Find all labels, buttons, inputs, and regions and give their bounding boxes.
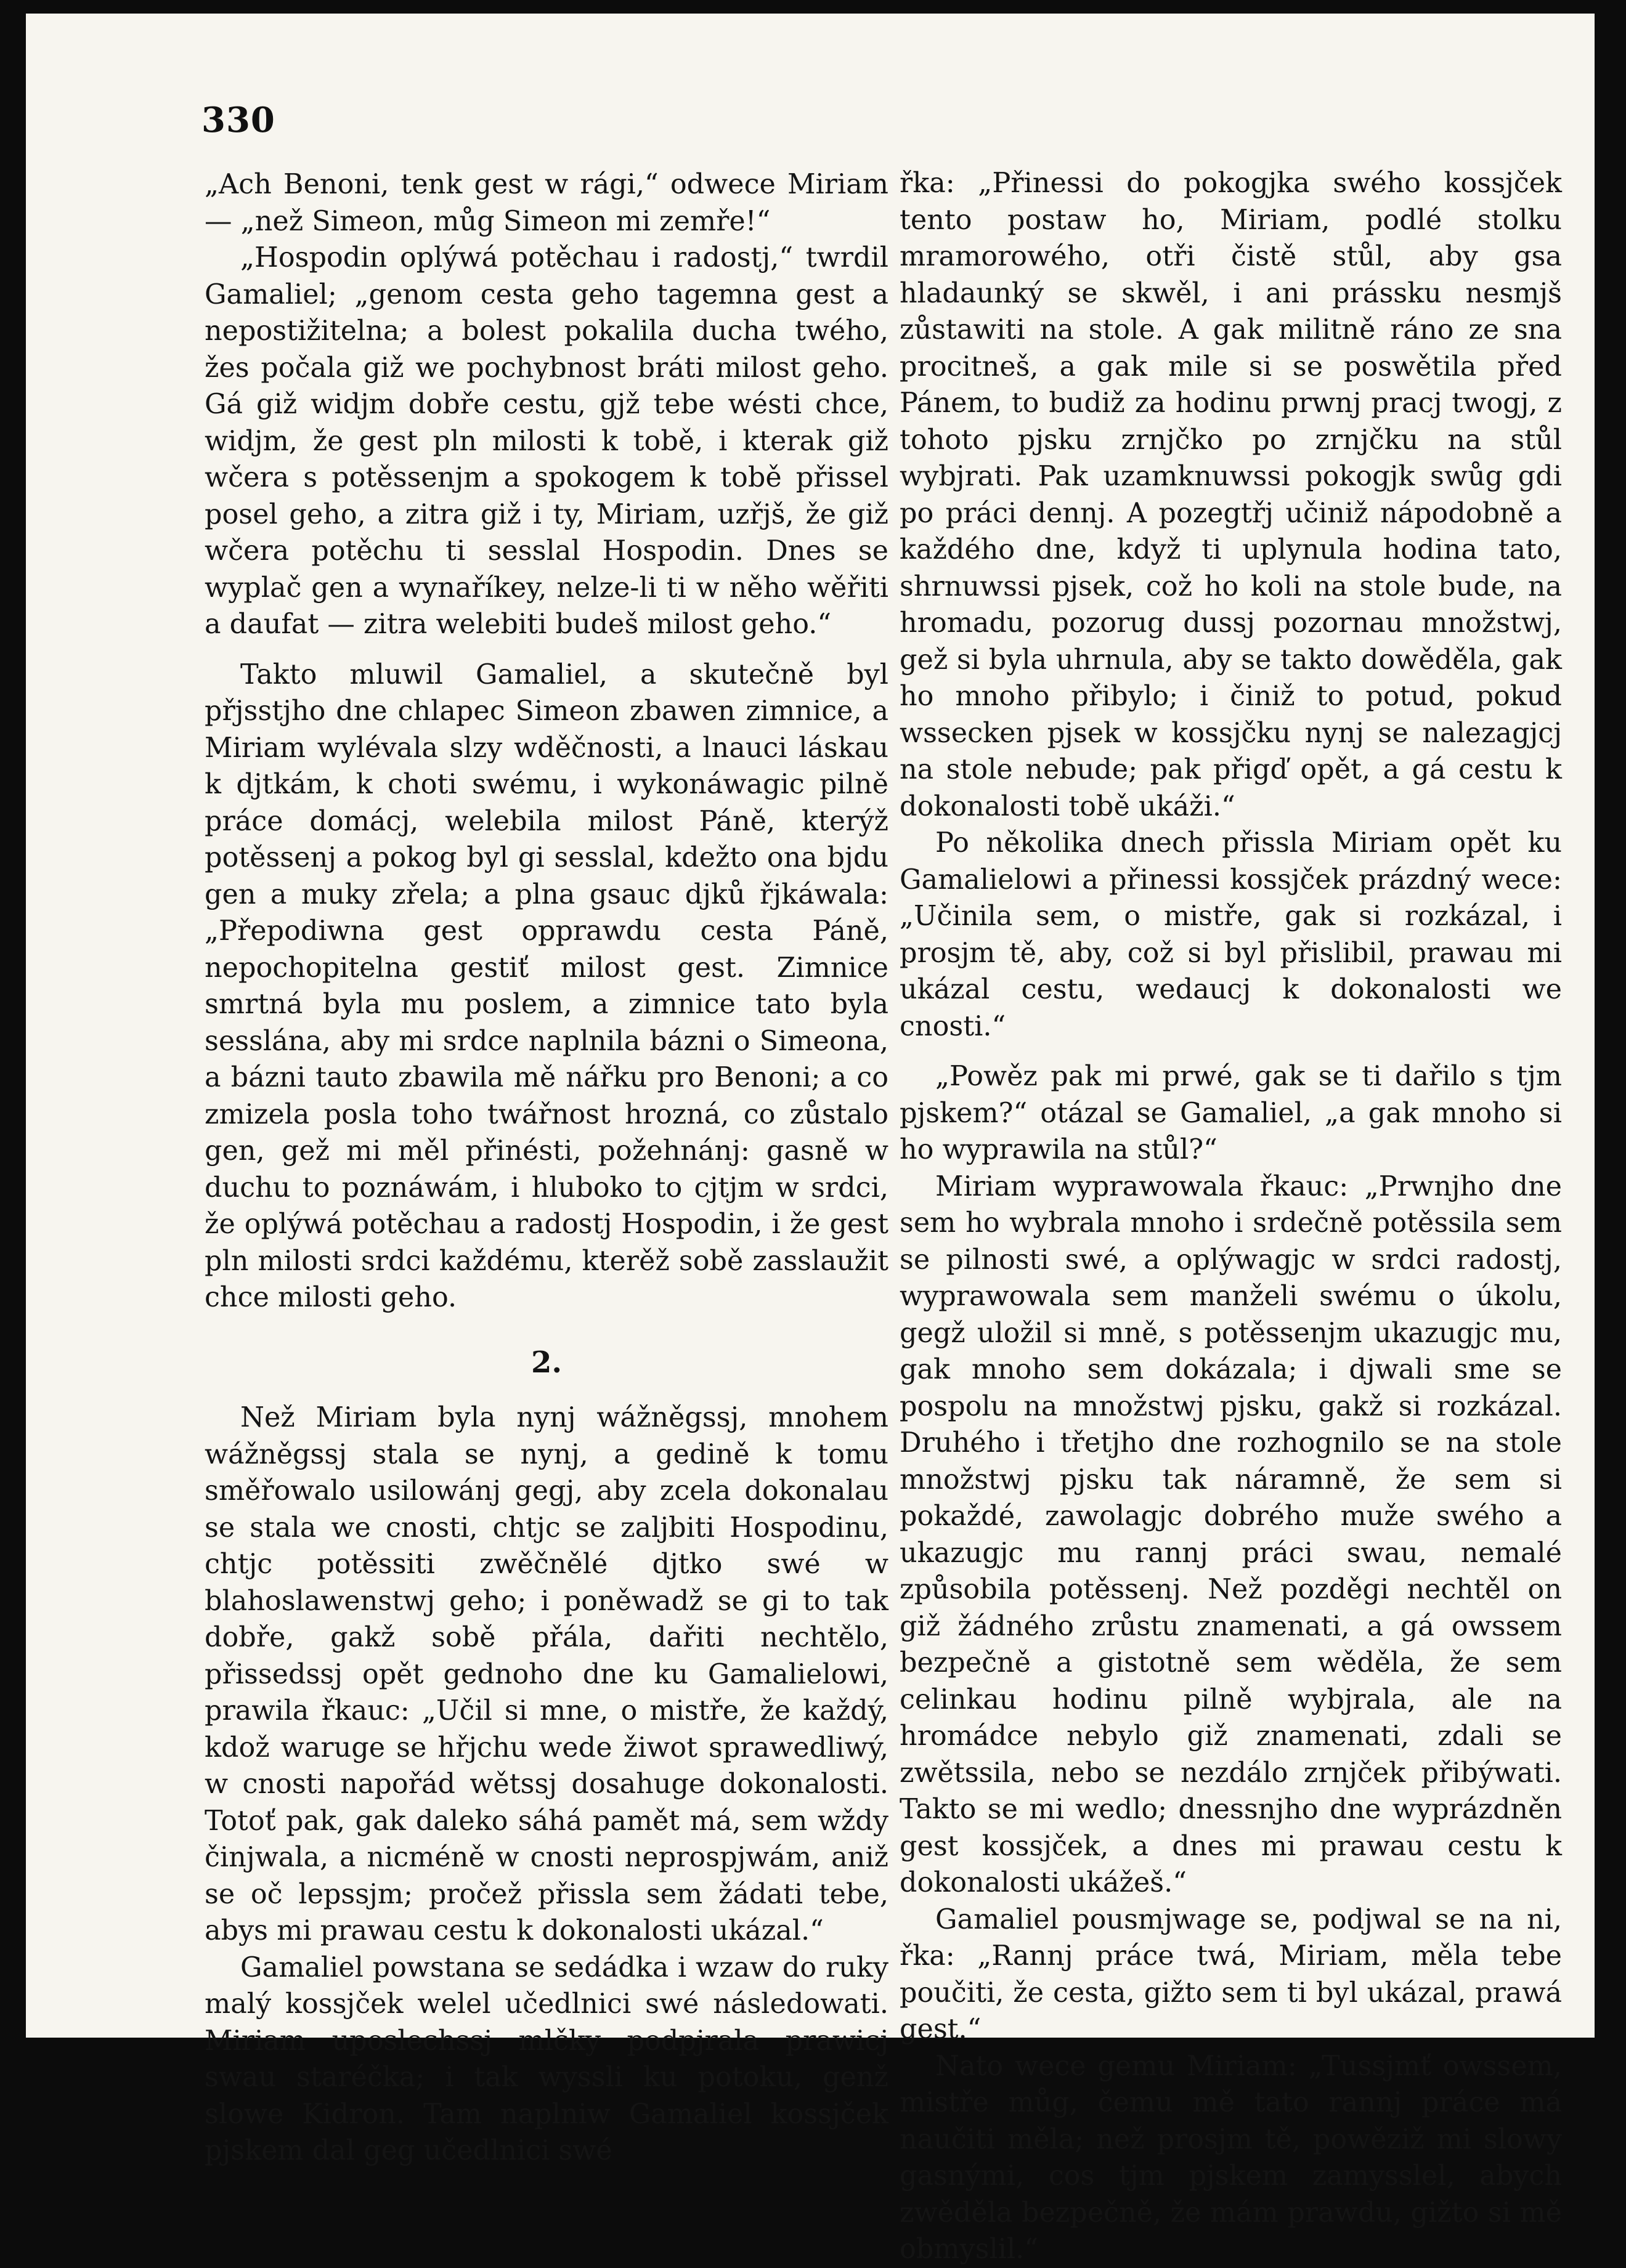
right-paragraph-2: Po několika dnech přissla Miriam opět ku Gamalielowi a přinessi kossjček prázdný wece: „Učinila sem, o mistře, gak si rozkázal, i prosjm tě, aby, což si byl přislibil, prawau mi ukázal cestu, wedaucj k dokonalosti we cnosti.“ [900,827,1562,1042]
left-paragraph-1: „Ach Benoni, tenk gest w rági,“ odwece Miriam — „než Simeon, můg Simeon mi zemře!“ [205,169,888,237]
left-paragraph-3: Takto mluwil Gamaliel, a skutečně byl přjsstjho dne chlapec Simeon zbawen zimnice, a Miriam wylévala slzy wděčnosti, a lnauci láskau k djtkám, k choti swému, i wykonáwagic pilně práce domácj, welebila milost Páně, kterýž potěssenj a pokog byl gi sesslal, kdežto ona bjdu gen a muky zřela; a plna gsauc djků řjkáwala: „Přepodiwna gest opprawdu cesta Páně, nepochopitelna gestiť milost gest. Zimnice smrtná byla mu poslem, a zimnice tato byla sesslána, aby mi srdce naplnila bázni o Simeona, a bázni tauto zbawila mě nářku pro Benoni; a co zmizela posla toho twářnost hrozná, co zůstalo gen, gež mi měl přinésti, požehnánj: gasně w duchu to poznáwám, i hluboko to cjtjm w srdci, že oplýwá potěchau a radostj Hospodin, i že gest pln milosti srdci každému, kterěž sobě zasslaužit chce milosti geho. [205,658,888,1313]
scanned-page [26,14,1595,2265]
right-paragraph-4: Miriam wyprawowala řkauc: „Prwnjho dne sem ho wybrala mnoho i srdečně potěssila sem se pilnosti swé, a oplýwagjc w srdci radostj, wyprawowala sem manželi swému o úkolu, gegž uložil si mně, s potěssenjm ukazugjc mu, gak mnoho sem dokázala; i djwali sme se pospolu na množstwj pjsku, gakž si rozkázal. Druhého i třetjho dne rozhognilo se na stole množstwj pjsku tak náramně, že sem si pokaždé, zawolagjc dobrého muže swého a ukazugjc mu rannj práci swau, nemalé způsobila potěssenj. Než pozděgi nechtěl on giž žádného zrůstu znamenati, a gá owssem bezpečně a gistotně sem wěděla, že sem celinkau hodinu pilně wybjrala, ale na hromádce nebylo giž znamenati, zdali se zwětssila, nebo se nezdálo zrnjček přibýwati. Takto se mi wedlo; dnessnjho dne wyprázdněn gest kossjček, a dnes mi prawau cestu k dokonalosti ukážeš.“ [900,1170,1562,1898]
page-number: 330 [201,100,275,140]
left-column [205,166,888,2169]
right-paragraph-3: „Powěz pak mi prwé, gak se ti dařilo s tjm pjskem?“ otázal se Gamaliel, „a gak mnoho si ho wyprawila na stůl?“ [900,1061,1562,1165]
right-paragraph-6: Nato wece gemu Miriam: „Tussjmť owssem, mistře můg, čemu mě tato rannj práce má naučiti měla; než prosjm tě, powěziž mi slowy gasnými, cos tjm pjskem zamysslel, abych zwěděla bezpečně, že mám prawdu, gižto si mě obmyslil.“ [900,2050,1562,2265]
left-paragraph-5: Gamaliel powstana se sedádka i wzaw do ruky malý kossjček welel učedlnici swé následowati. Miriam uposlechssj mlčky podpjrala prawicj swau staréčka; i tak wyssli ku potoku, genž slowe Kidron. Tam naplniw Gamaliel kossjček pjskem dal geg učedlnici swé [205,1951,888,2166]
section-number: 2. [530,1345,563,1380]
left-paragraph-2: „Hospodin oplýwá potěchau i radostj,“ twrdil Gamaliel; „genom cesta geho tagemna gest a nepostižitelna; a bolest pokalila ducha twého, žes počala giž we pochybnost bráti milost geho. Gá giž widjm dobře cestu, gjž tebe wésti chce, widjm, že gest pln milosti k tobě, i kterak giž wčera s potěssenjm a spokogem k tobě přissel posel geho, a zitra giž i ty, Miriam, uzřjš, že giž wčera potěchu ti sesslal Hospodin. Dnes se wyplač gen a wynaříkey, nelze-li ti w něho wěřiti a daufat — zitra welebiti budeš milost geho.“ [205,242,888,640]
right-paragraph-1: řka: „Přinessi do pokogjka swého kossjček tento postaw ho, Miriam, podlé stolku mramorowého, otři čistě stůl, aby gsa hladaunký se skwěl, i ani prássku nesmjš zůstawiti na stole. A gak militně ráno ze sna procitneš, a gak mile si se poswětila před Pánem, to budiž za hodinu prwnj pracj twogj, z tohoto pjsku zrnjčko po zrnjčku na stůl wybjrati. Pak uzamknuwssi pokogjk swůg gdi po práci dennj. A pozegtřj učiniž nápodobně a každého dne, když ti uplynula hodina tato, shrnuwssi pjsek, což ho koli na stole bude, na hromadu, pozorug dussj pozornau množstwj, gež si byla uhrnula, aby se takto dowěděla, gak ho mnoho přibylo; i činiž to potud, pokud wssecken pjsek w kossjčku nynj se nalezagjcj na stole nebude; pak přigď opět, a gá cestu k dokonalosti tobě ukáži.“ [900,168,1562,822]
left-paragraph-4: Než Miriam byla nynj wážněgssj, mnohem wážněgssj stala se nynj, a gedině k tomu směřowalo usilowánj gegj, aby zcela dokonalau se stala we cnosti, chtjc se zaljbiti Hospodinu, chtjc potěssiti zwěčnělé djtko swé w blahoslawenstwj geho; i poněwadž se gi to tak dobře, gakž sobě přála, dařiti nechtělo, přissedssj opět gednoho dne ku Gamalielowi, prawila řkauc: „Učil si mne, o mistře, že každý, kdož waruge se hřjchu wede žiwot sprawedliwý, w cnosti napořád wětssj dosahuge dokonalosti. Totoť pak, gak daleko sáhá pamět má, sem wždy činjwala, a nicméně w cnosti neprospjwám, aniž se oč lepssjm; pročež přissla sem žádati tebe, abys mi prawau cestu k dokonalosti ukázal.“ [205,1402,888,1946]
right-paragraph-5: Gamaliel pousmjwage se, podjwal se na ni, řka: „Rannj práce twá, Miriam, měla tebe poučiti, že cesta, gižto sem ti byl ukázal, prawá gest.“ [900,1903,1562,2045]
right-column [900,165,1562,2268]
